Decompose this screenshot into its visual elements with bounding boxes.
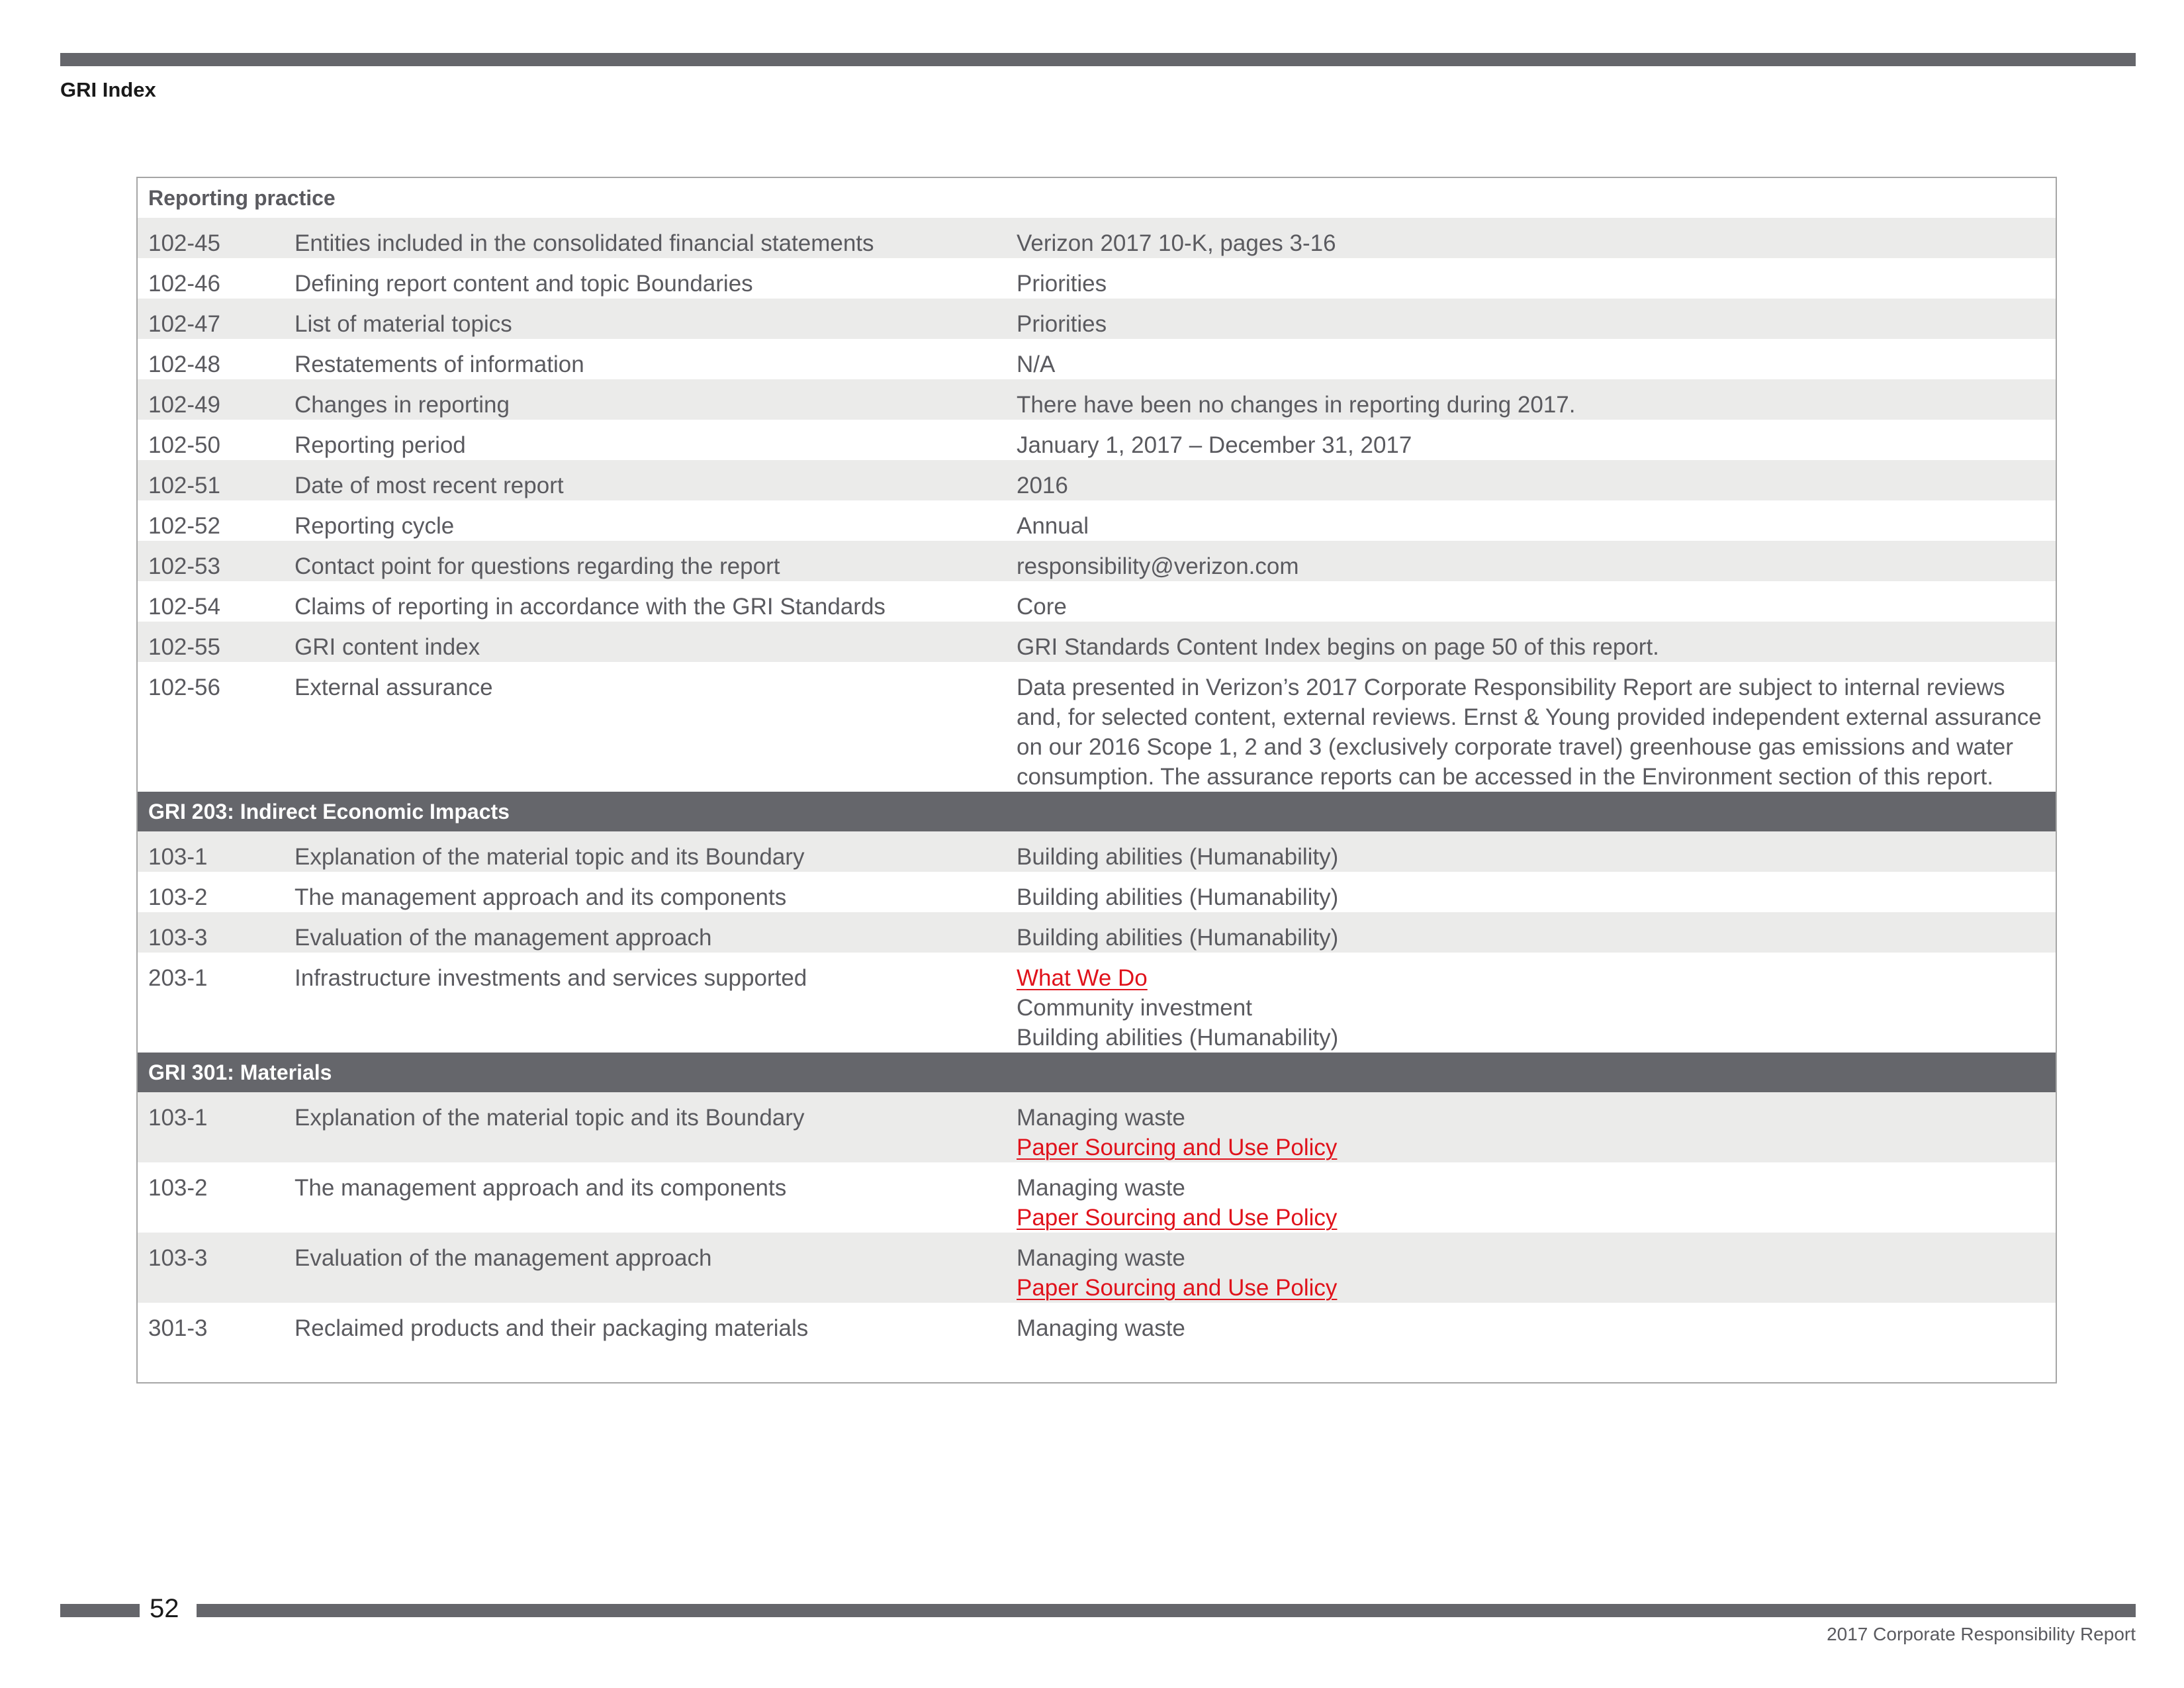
- disclosure-description: GRI content index: [295, 634, 480, 660]
- table-row: [138, 831, 2056, 872]
- disclosure-description: External assurance: [295, 675, 493, 700]
- response-line: responsibility@verizon.com: [1017, 553, 1299, 579]
- footer-rule-right: [197, 1604, 2136, 1617]
- response-line: Community investment: [1017, 995, 1252, 1021]
- table-row: [138, 379, 2056, 420]
- disclosure-response: [1017, 842, 2056, 872]
- response-line: Building abilities (Humanability): [1017, 844, 1339, 870]
- response-line: Priorities: [1017, 311, 1107, 337]
- disclosure-code: 203-1: [148, 965, 208, 991]
- disclosure-code: 102-52: [148, 513, 220, 539]
- section-title: Reporting practice: [138, 178, 2056, 218]
- response-line: N/A: [1017, 352, 1056, 377]
- disclosure-code: 102-53: [148, 553, 220, 579]
- disclosure-description: Evaluation of the management approach: [295, 1245, 712, 1271]
- disclosure-code: 102-51: [148, 473, 220, 498]
- page-number: 52: [150, 1594, 179, 1623]
- disclosure-description: Reporting cycle: [295, 513, 455, 539]
- table-row: [138, 1092, 2056, 1162]
- disclosure-response: [1017, 592, 2056, 622]
- response-line: Priorities: [1017, 271, 1107, 297]
- disclosure-code: 301-3: [148, 1315, 208, 1341]
- response-line: Data presented in Verizon’s 2017 Corporate Responsibility Report are subject to internal reviews and, for selected content, external reviews. Ernst & Young provided independent external assurance on our 2016 Scope 1, 2 and 3 (exclusively corporate travel) greenhouse gas emissions and water consumption. The assurance reports can be accessed in the Environment section of this report.: [1017, 675, 2042, 790]
- disclosure-code: 103-2: [148, 884, 208, 910]
- table-row: [138, 1303, 2056, 1343]
- table-row: [138, 541, 2056, 581]
- table-row: [138, 500, 2056, 541]
- page-title: GRI Index: [60, 78, 156, 101]
- disclosure-description: Reclaimed products and their packaging materials: [295, 1315, 809, 1341]
- disclosure-description: Contact point for questions regarding the report: [295, 553, 780, 579]
- table-row: [138, 912, 2056, 953]
- response-line: Managing waste: [1017, 1175, 1185, 1201]
- response-line: [1017, 1133, 2046, 1162]
- table-row: [138, 581, 2056, 622]
- response-link[interactable]: What We Do: [1017, 965, 1148, 991]
- disclosure-response: [1017, 228, 2056, 258]
- disclosure-response: [1017, 309, 2056, 339]
- response-line: Building abilities (Humanability): [1017, 1025, 1339, 1051]
- disclosure-response: [1017, 350, 2056, 379]
- table-row: [138, 662, 2056, 792]
- disclosure-response: [1017, 1243, 2056, 1303]
- disclosure-response: [1017, 511, 2056, 541]
- disclosure-response: [1017, 1313, 2056, 1343]
- disclosure-code: 102-46: [148, 271, 220, 297]
- response-line: Managing waste: [1017, 1315, 1185, 1341]
- disclosure-description: Entities included in the consolidated financial statements: [295, 230, 874, 256]
- disclosure-response: [1017, 673, 2056, 792]
- response-line: Building abilities (Humanability): [1017, 884, 1339, 910]
- disclosure-response: [1017, 1103, 2056, 1162]
- response-line: [1017, 1203, 2046, 1233]
- response-line: 2016: [1017, 473, 1068, 498]
- disclosure-response: [1017, 1173, 2056, 1233]
- section-title: GRI 301: Materials: [138, 1053, 2056, 1092]
- table-row: [138, 299, 2056, 339]
- disclosure-description: Evaluation of the management approach: [295, 925, 712, 951]
- disclosure-description: Date of most recent report: [295, 473, 564, 498]
- disclosure-description: Changes in reporting: [295, 392, 510, 418]
- response-line: Building abilities (Humanability): [1017, 925, 1339, 951]
- disclosure-code: 102-54: [148, 594, 220, 620]
- disclosure-code: 103-2: [148, 1175, 208, 1201]
- response-link[interactable]: Paper Sourcing and Use Policy: [1017, 1205, 1338, 1231]
- table-row: [138, 218, 2056, 258]
- disclosure-description: The management approach and its components: [295, 884, 787, 910]
- response-line: [1017, 963, 2046, 993]
- disclosure-code: 102-48: [148, 352, 220, 377]
- disclosure-description: Defining report content and topic Boundaries: [295, 271, 753, 297]
- disclosure-response: [1017, 430, 2056, 460]
- disclosure-description: Explanation of the material topic and its Boundary: [295, 844, 805, 870]
- table-row: [138, 339, 2056, 379]
- response-line: [1017, 1273, 2046, 1303]
- disclosure-description: Claims of reporting in accordance with the GRI Standards: [295, 594, 886, 620]
- disclosure-description: Restatements of information: [295, 352, 584, 377]
- report-title: 2017 Corporate Responsibility Report: [1827, 1624, 2136, 1644]
- footer-rule-left: [60, 1604, 140, 1617]
- disclosure-code: 102-55: [148, 634, 220, 660]
- response-line: Managing waste: [1017, 1105, 1185, 1131]
- table-row: [138, 872, 2056, 912]
- top-rule: [60, 53, 2136, 66]
- response-line: Managing waste: [1017, 1245, 1185, 1271]
- section-title: GRI 203: Indirect Economic Impacts: [138, 792, 2056, 831]
- response-line: January 1, 2017 – December 31, 2017: [1017, 432, 1412, 458]
- disclosure-response: [1017, 923, 2056, 953]
- disclosure-code: 102-56: [148, 675, 220, 700]
- response-line: Verizon 2017 10-K, pages 3-16: [1017, 230, 1336, 256]
- disclosure-description: List of material topics: [295, 311, 512, 337]
- disclosure-response: [1017, 632, 2056, 662]
- disclosure-response: [1017, 471, 2056, 500]
- disclosure-code: 102-45: [148, 230, 220, 256]
- disclosure-code: 103-3: [148, 925, 208, 951]
- disclosure-code: 103-3: [148, 1245, 208, 1271]
- table-row: [138, 622, 2056, 662]
- disclosure-code: 102-49: [148, 392, 220, 418]
- disclosure-description: The management approach and its components: [295, 1175, 787, 1201]
- disclosure-description: Explanation of the material topic and its Boundary: [295, 1105, 805, 1131]
- gri-index-table: [136, 177, 2057, 1383]
- disclosure-code: 103-1: [148, 1105, 208, 1131]
- response-line: Annual: [1017, 513, 1089, 539]
- table-row: [138, 1233, 2056, 1303]
- disclosure-code: 102-47: [148, 311, 220, 337]
- disclosure-response: [1017, 269, 2056, 299]
- disclosure-response: [1017, 963, 2056, 1053]
- disclosure-code: 103-1: [148, 844, 208, 870]
- table-row: [138, 460, 2056, 500]
- response-line: Core: [1017, 594, 1067, 620]
- table-row: [138, 953, 2056, 1053]
- response-line: There have been no changes in reporting during 2017.: [1017, 392, 1576, 418]
- disclosure-response: [1017, 390, 2056, 420]
- table-row: [138, 1162, 2056, 1233]
- disclosure-description: Infrastructure investments and services supported: [295, 965, 807, 991]
- disclosure-response: [1017, 882, 2056, 912]
- table-row: [138, 258, 2056, 299]
- disclosure-response: [1017, 551, 2056, 581]
- table-row: [138, 420, 2056, 460]
- response-link[interactable]: Paper Sourcing and Use Policy: [1017, 1135, 1338, 1160]
- disclosure-description: Reporting period: [295, 432, 466, 458]
- response-link[interactable]: Paper Sourcing and Use Policy: [1017, 1275, 1338, 1301]
- disclosure-code: 102-50: [148, 432, 220, 458]
- response-line: GRI Standards Content Index begins on page 50 of this report.: [1017, 634, 1659, 660]
